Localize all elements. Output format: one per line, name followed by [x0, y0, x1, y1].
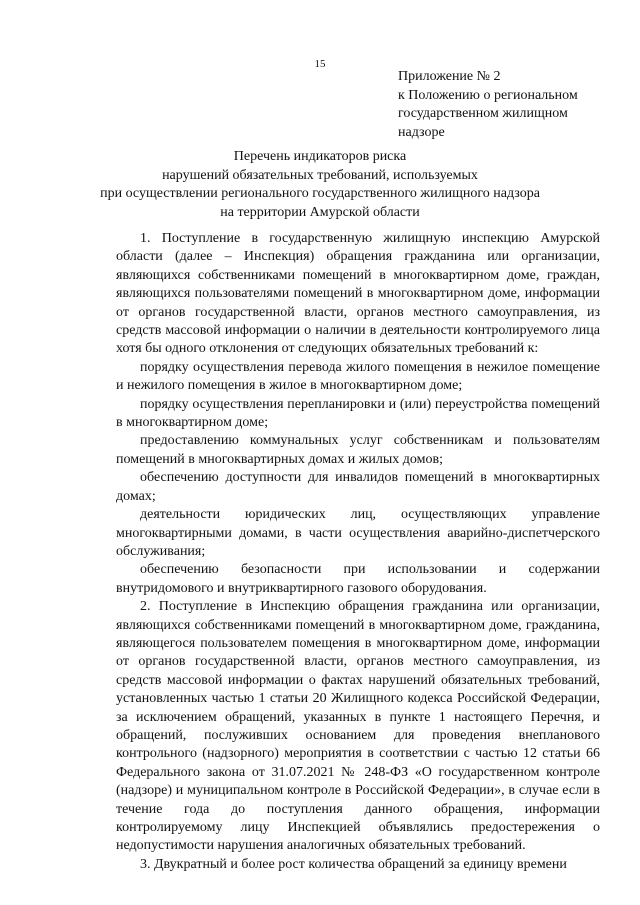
paragraph: обеспечению безопасности при использовании и содержании внутридомового и внутриквартирного газового оборудования.	[116, 562, 600, 596]
paragraph: 3. Двукратный и более рост количества обращений за единицу времени	[140, 856, 567, 872]
title-line: на территории Амурской области	[220, 204, 420, 220]
paragraph: деятельности юридических лиц, осуществляющих управление многоквартирными домами, в части осуществления аварийно-диспетчерского обслуживания;	[116, 507, 600, 559]
paragraph: порядку осуществления перепланировки и (или) переустройства помещений в многоквартирном доме;	[116, 396, 600, 431]
appendix-header	[398, 68, 618, 142]
title-line: Перечень индикаторов риска	[233, 149, 407, 164]
paragraph: порядку осуществления перевода жилого помещения в нежилое помещение и нежилого помещения в жилое в многоквартирном доме;	[116, 359, 600, 394]
title-line: при осуществлении регионального государственного жилищного надзора	[100, 186, 540, 201]
title-line: нарушений обязательных требований, используемых	[162, 167, 478, 183]
page-number: 15	[314, 58, 326, 70]
paragraph: 1. Поступление в государственную жилищную инспекцию Амурской области (далее – Инспекция) обращения гражданина или организации, являющихся собственниками помещений в многоквартирном доме, граждан, являющихся пользователями помещений в многоквартирном доме, информации от органов государственной власти, органов местного самоуправления, из средств массовой информации о наличии в деятельности контролируемого лица хотя бы одного отклонения от следующих обязательных требований к:	[116, 231, 600, 357]
appendix-line: Приложение № 2	[398, 69, 501, 84]
paragraph: 2. Поступление в Инспекцию обращения гражданина или организации, являющихся собственниками помещений в многоквартирном доме, гражданина, являющегося пользователем помещения в многоквартирном доме, информации от органов государственной власти, органов местного самоуправления, из средств массовой информации о фактах нарушений обязательных требований, установленных частью 1 статьи 20 Жилищного кодекса Российской Федерации, за исключением обращений, указанных в пункте 1 настоящего Перечня, и обращений, послуживших основанием для проведения внепланового контрольного (надзорного) мероприятия в соответствии с частью 12 статьи 66 Федерального закона от 31.07.2021 № 248-ФЗ «О государственном контроле (надзоре) и муниципальном контроле в Российской Федерации», в случае если в течение года до поступления данного обращения, информации контролируемому лицу Инспекцией объявлялись предостережения о недопустимости нарушения аналогичных обязательных требований.	[116, 599, 600, 854]
paragraph: обеспечению доступности для инвалидов помещений в многоквартирных домах;	[116, 470, 600, 504]
appendix-line: к Положению о региональном	[398, 87, 578, 103]
document-body	[116, 230, 600, 874]
appendix-line: государственном жилищном	[398, 106, 568, 121]
paragraph: предоставлению коммунальных услуг собственникам и пользователям помещений в многоквартирных домах и жилых домов;	[116, 433, 600, 467]
document-title	[100, 148, 540, 222]
appendix-line: надзоре	[398, 124, 445, 140]
